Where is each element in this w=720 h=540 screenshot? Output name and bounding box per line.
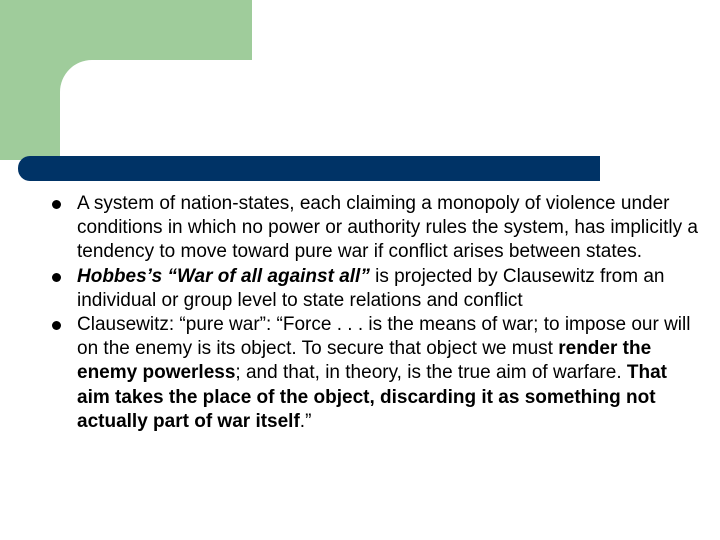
title-bar <box>18 156 600 181</box>
bullet-emphasis: render the enemy powerless <box>77 338 652 384</box>
bullet-item <box>48 313 700 434</box>
bullet-emphasis: Hobbes’s “War of all against all” <box>77 265 370 287</box>
bullet-list <box>48 192 700 434</box>
bullet-text: is projected by Clausewitz from an individual or group level to state relations and conflict <box>77 265 665 311</box>
bullet-item <box>48 192 700 265</box>
bullet-text: ; and that, in theory, is the true aim of warfare. <box>235 362 627 384</box>
bullet-text: .” <box>299 410 312 432</box>
bullet-emphasis: That aim takes the place of the object, discarding it as something not actually part of war itself <box>77 362 667 432</box>
bullet-text: A system of nation-states, each claiming a monopoly of violence under conditions in which no power or authority rules the system, has implicitly a tendency to move toward pure war if conflict arises between states. <box>77 193 698 263</box>
bullet-dot-icon <box>52 273 61 282</box>
bullet-dot-icon <box>52 200 61 209</box>
bullet-item <box>48 265 700 313</box>
bullet-dot-icon <box>52 321 61 330</box>
bullet-text: Clausewitz: “pure war”: “Force . . . is the means of war; to impose our will on the enemy is its object. To secure that object we must <box>77 314 691 360</box>
